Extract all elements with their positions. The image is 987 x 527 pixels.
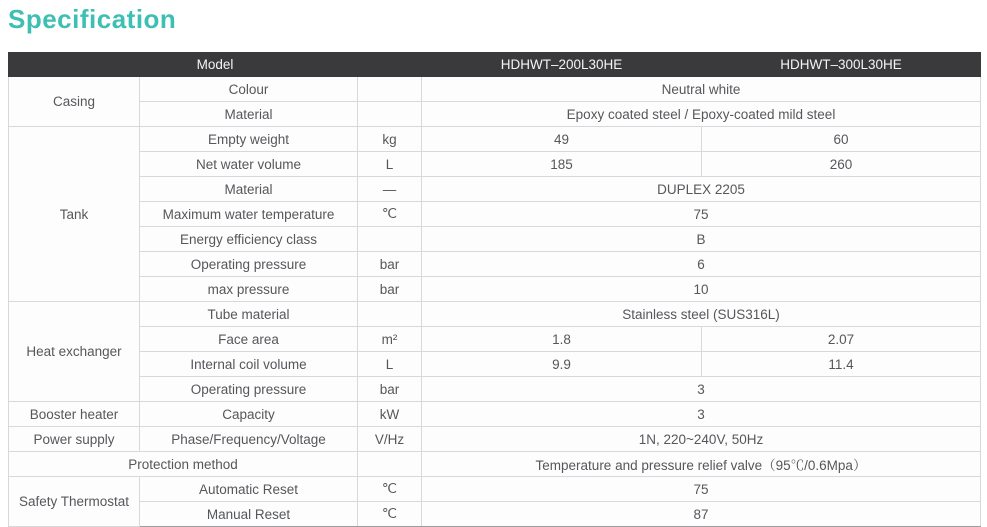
- param-cell: Tube material: [140, 302, 358, 327]
- value-cell: DUPLEX 2205: [422, 177, 981, 202]
- table-row: [9, 102, 981, 127]
- unit-cell: bar: [358, 277, 422, 302]
- unit-cell: ℃: [358, 502, 422, 527]
- value-cell: B: [422, 227, 981, 252]
- table-row: [9, 452, 981, 477]
- value-cell-300: 11.4: [702, 352, 981, 377]
- value-cell-200: 9.9: [422, 352, 702, 377]
- param-cell: Phase/Frequency/Voltage: [140, 427, 358, 452]
- param-cell: Energy efficiency class: [140, 227, 358, 252]
- unit-cell: L: [358, 352, 422, 377]
- table-row: [9, 127, 981, 152]
- category-cell-tank: Tank: [9, 127, 140, 302]
- category-cell-power-supply: Power supply: [9, 427, 140, 452]
- unit-cell: [358, 452, 422, 477]
- unit-cell: [358, 102, 422, 127]
- param-cell: Net water volume: [140, 152, 358, 177]
- value-cell: 6: [422, 252, 981, 277]
- table-row: [9, 227, 981, 252]
- table-row: [9, 502, 981, 527]
- unit-cell: kg: [358, 127, 422, 152]
- table-row: [9, 277, 981, 302]
- value-cell: Stainless steel (SUS316L): [422, 302, 981, 327]
- value-cell: 3: [422, 377, 981, 402]
- table-row: [9, 327, 981, 352]
- table-row: [9, 152, 981, 177]
- param-cell: Automatic Reset: [140, 477, 358, 502]
- unit-cell: V/Hz: [358, 427, 422, 452]
- param-cell: Colour: [140, 77, 358, 102]
- value-cell: 87: [422, 502, 981, 527]
- value-cell-200: 185: [422, 152, 702, 177]
- value-cell: Neutral white: [422, 77, 981, 102]
- value-cell: 75: [422, 202, 981, 227]
- column-header-hdhwt-200l30he: HDHWT–200L30HE: [422, 53, 702, 77]
- table-row: [9, 352, 981, 377]
- param-cell: Face area: [140, 327, 358, 352]
- value-cell: 75: [422, 477, 981, 502]
- table-row: [9, 427, 981, 452]
- page-title: Specification: [8, 4, 177, 34]
- unit-cell: ℃: [358, 202, 422, 227]
- column-header-hdhwt-300l30he: HDHWT–300L30HE: [702, 53, 981, 77]
- param-cell: Material: [140, 102, 358, 127]
- value-cell: 3: [422, 402, 981, 427]
- param-cell: Manual Reset: [140, 502, 358, 527]
- value-cell: Epoxy coated steel / Epoxy-coated mild steel: [422, 102, 981, 127]
- value-cell-200: 1.8: [422, 327, 702, 352]
- unit-cell: bar: [358, 252, 422, 277]
- unit-cell: ℃: [358, 477, 422, 502]
- category-cell-protection-method: Protection method: [9, 452, 358, 477]
- unit-cell: m²: [358, 327, 422, 352]
- category-cell-safety-thermostat: Safety Thermostat: [9, 477, 140, 527]
- table-row: [9, 202, 981, 227]
- category-cell-heat-exchanger: Heat exchanger: [9, 302, 140, 402]
- param-cell: Internal coil volume: [140, 352, 358, 377]
- param-cell: Capacity: [140, 402, 358, 427]
- param-cell: Material: [140, 177, 358, 202]
- value-cell: Temperature and pressure relief valve（95℃/0.6Mpa）: [422, 452, 981, 477]
- table-row: [9, 402, 981, 427]
- table-row: [9, 77, 981, 102]
- value-cell-200: 49: [422, 127, 702, 152]
- value-cell: 10: [422, 277, 981, 302]
- value-cell-300: 260: [702, 152, 981, 177]
- specification-table: [8, 52, 981, 527]
- category-cell-casing: Casing: [9, 77, 140, 127]
- value-cell-300: 2.07: [702, 327, 981, 352]
- unit-cell: —: [358, 177, 422, 202]
- value-cell: 1N, 220~240V, 50Hz: [422, 427, 981, 452]
- unit-cell: L: [358, 152, 422, 177]
- model-header-label: Model: [9, 53, 422, 77]
- param-cell: Operating pressure: [140, 252, 358, 277]
- unit-cell: [358, 227, 422, 252]
- value-cell-300: 60: [702, 127, 981, 152]
- unit-cell: kW: [358, 402, 422, 427]
- table-row: [9, 252, 981, 277]
- unit-cell: [358, 302, 422, 327]
- unit-cell: [358, 77, 422, 102]
- param-cell: Operating pressure: [140, 377, 358, 402]
- table-row: [9, 177, 981, 202]
- category-cell-booster-heater: Booster heater: [9, 402, 140, 427]
- unit-cell: bar: [358, 377, 422, 402]
- table-header-row: [9, 53, 981, 77]
- param-cell: Empty weight: [140, 127, 358, 152]
- table-row: [9, 302, 981, 327]
- table-row: [9, 477, 981, 502]
- param-cell: max pressure: [140, 277, 358, 302]
- table-row: [9, 377, 981, 402]
- param-cell: Maximum water temperature: [140, 202, 358, 227]
